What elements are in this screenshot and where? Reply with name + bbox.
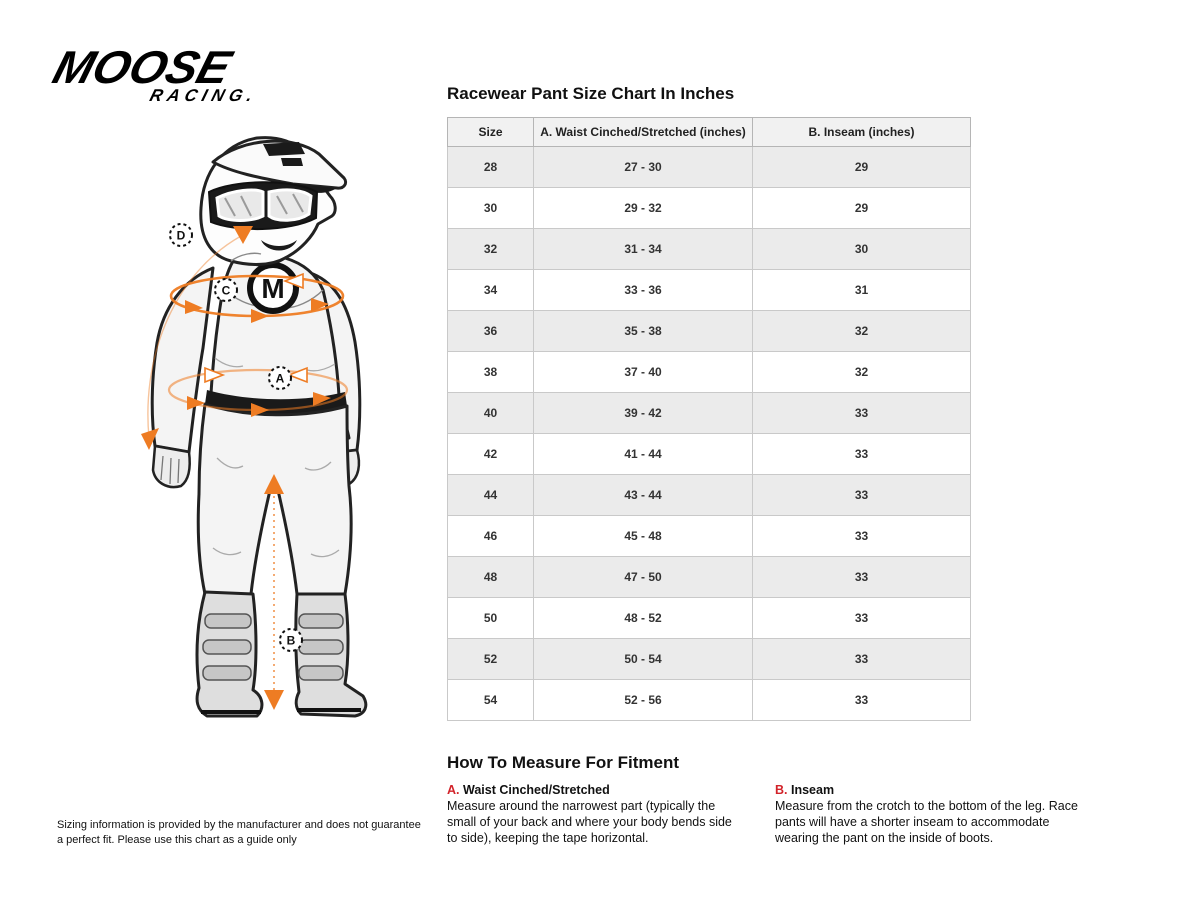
table-cell: 32: [448, 229, 534, 270]
inseam-prefix: B.: [775, 783, 788, 797]
table-cell: 50: [448, 598, 534, 639]
table-cell: 48 - 52: [534, 598, 753, 639]
waist-instructions: [447, 783, 742, 846]
marker-d-icon: [170, 224, 192, 246]
logo-racing-text: RACING.: [147, 86, 260, 105]
size-table: [447, 117, 971, 721]
table-cell: 33: [753, 639, 971, 680]
table-cell: 33: [753, 598, 971, 639]
table-cell: 32: [753, 311, 971, 352]
table-column-header: A. Waist Cinched/Stretched (inches): [534, 118, 753, 147]
size-chart-section: [447, 84, 971, 721]
waist-prefix: A.: [447, 783, 460, 797]
boot-strap: [299, 614, 343, 628]
table-row: [448, 680, 971, 721]
svg-text:A: A: [275, 371, 285, 386]
table-column-header: B. Inseam (inches): [753, 118, 971, 147]
helmet: [201, 138, 346, 265]
right-boot: [296, 594, 366, 716]
table-cell: 30: [753, 229, 971, 270]
marker-a-icon: [269, 367, 291, 389]
table-cell: 33: [753, 393, 971, 434]
svg-text:B: B: [286, 633, 296, 648]
table-cell: 39 - 42: [534, 393, 753, 434]
boot-strap: [203, 666, 251, 680]
table-cell: 33 - 36: [534, 270, 753, 311]
table-cell: 48: [448, 557, 534, 598]
table-cell: 52 - 56: [534, 680, 753, 721]
marker-c-icon: [215, 279, 237, 301]
rider-illustration: [55, 128, 435, 768]
sizing-disclaimer: Sizing information is provided by the manufacturer and does not guarantee a perfect fit. Please use this chart as a guide only: [57, 819, 421, 846]
table-row: [448, 393, 971, 434]
boot-strap: [205, 614, 251, 628]
jersey-moose-logo-icon: [250, 265, 296, 311]
table-row: [448, 557, 971, 598]
boot-strap: [299, 666, 343, 680]
marker-b-icon: [280, 629, 302, 651]
table-cell: 33: [753, 516, 971, 557]
boot-strap: [203, 640, 251, 654]
table-cell: 31: [753, 270, 971, 311]
table-cell: 42: [448, 434, 534, 475]
table-header-row: [448, 118, 971, 147]
table-row: [448, 598, 971, 639]
boot-strap: [299, 640, 343, 654]
table-cell: 33: [753, 475, 971, 516]
pants: [198, 404, 351, 594]
table-cell: 36: [448, 311, 534, 352]
logo-moose-text: MOOSE: [47, 41, 238, 93]
size-chart-title: Racewear Pant Size Chart In Inches: [447, 84, 735, 103]
table-cell: 54: [448, 680, 534, 721]
table-cell: 29: [753, 147, 971, 188]
table-cell: 43 - 44: [534, 475, 753, 516]
table-row: [448, 270, 971, 311]
svg-text:C: C: [221, 283, 231, 298]
waist-label-text: Waist Cinched/Stretched: [462, 783, 610, 797]
table-cell: 41 - 44: [534, 434, 753, 475]
inseam-instructions: [775, 783, 1087, 846]
table-row: [448, 147, 971, 188]
table-cell: 35 - 38: [534, 311, 753, 352]
table-column-header: Size: [448, 118, 534, 147]
table-cell: 33: [753, 434, 971, 475]
how-to-measure-section: [447, 753, 1107, 846]
table-row: [448, 311, 971, 352]
table-row: [448, 229, 971, 270]
table-cell: 47 - 50: [534, 557, 753, 598]
table-cell: 45 - 48: [534, 516, 753, 557]
table-cell: 31 - 34: [534, 229, 753, 270]
inseam-instructions-body: Measure from the crotch to the bottom of the leg. Race pants will have a shorter inseam to accommodate wearing the pant on the inside of boots.: [775, 799, 1078, 845]
waist-instructions-body: Measure around the narrowest part (typically the small of your back and where your body bends side to side), keeping the tape horizontal.: [447, 799, 732, 845]
table-cell: 37 - 40: [534, 352, 753, 393]
table-row: [448, 475, 971, 516]
table-row: [448, 188, 971, 229]
table-row: [448, 516, 971, 557]
table-cell: 46: [448, 516, 534, 557]
table-cell: 29: [753, 188, 971, 229]
waist-instructions-label: [447, 783, 742, 797]
measure-arrow-icon: [264, 690, 284, 710]
left-glove: [153, 446, 190, 487]
svg-text:M: M: [261, 273, 285, 304]
table-cell: 40: [448, 393, 534, 434]
table-cell: 30: [448, 188, 534, 229]
table-cell: 27 - 30: [534, 147, 753, 188]
table-row: [448, 639, 971, 680]
inseam-instructions-label: [775, 783, 1087, 797]
inseam-label-text: Inseam: [790, 783, 835, 797]
rider-measurement-diagram: [55, 128, 435, 768]
svg-text:D: D: [176, 228, 186, 243]
table-cell: 28: [448, 147, 534, 188]
table-cell: 38: [448, 352, 534, 393]
table-row: [448, 352, 971, 393]
table-cell: 52: [448, 639, 534, 680]
table-cell: 33: [753, 557, 971, 598]
size-table-body: [448, 147, 971, 721]
table-row: [448, 434, 971, 475]
table-cell: 33: [753, 680, 971, 721]
how-to-measure-title: How To Measure For Fitment: [447, 753, 680, 772]
table-cell: 32: [753, 352, 971, 393]
table-cell: 34: [448, 270, 534, 311]
table-cell: 44: [448, 475, 534, 516]
table-cell: 50 - 54: [534, 639, 753, 680]
moose-racing-logo: [47, 41, 260, 106]
table-cell: 29 - 32: [534, 188, 753, 229]
